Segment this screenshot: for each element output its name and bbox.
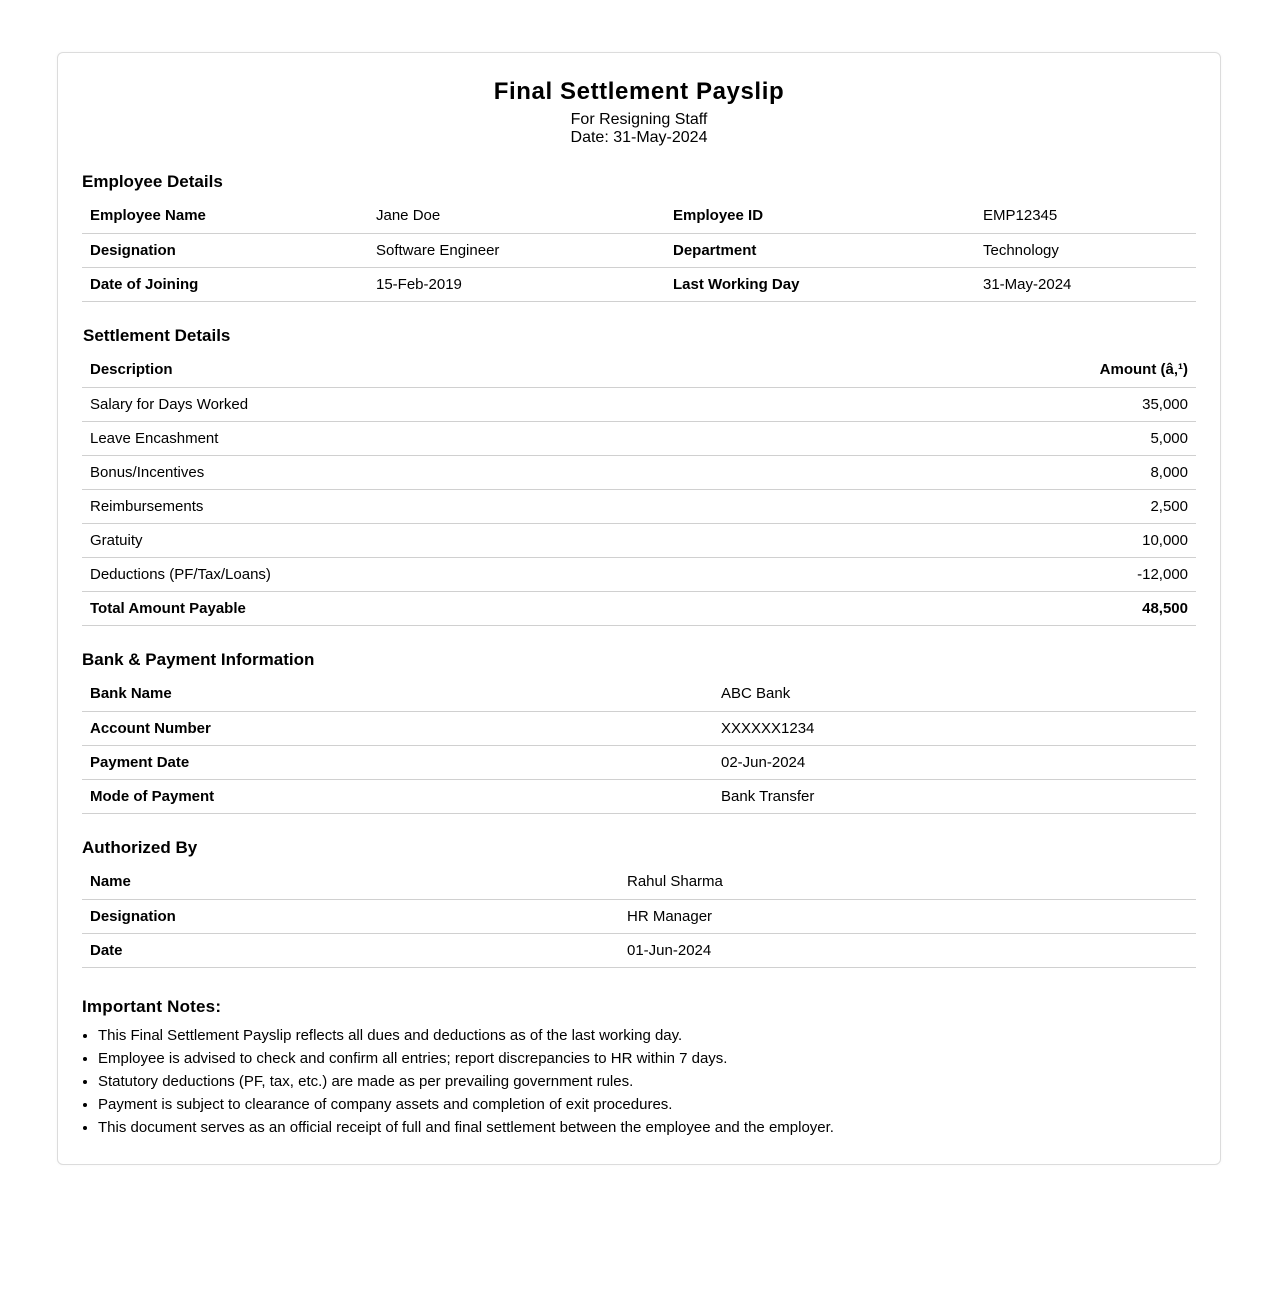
- employee-details-table: [82, 199, 1196, 302]
- payslip-card: [57, 52, 1221, 1165]
- designation-value: Software Engineer: [368, 233, 665, 267]
- list-item: • This document serves as an official receipt of full and final settlement between the employee and the employer.: [98, 1116, 1196, 1139]
- item-amount: 35,000: [810, 387, 1196, 421]
- table-row: [82, 899, 1196, 933]
- account-number-value: XXXXXX1234: [713, 711, 1196, 745]
- total-label: Total Amount Payable: [82, 591, 810, 625]
- item-amount: -12,000: [810, 557, 1196, 591]
- table-row: [82, 557, 1196, 591]
- authorized-by-table: [82, 865, 1196, 968]
- employee-name-value: Jane Doe: [368, 199, 665, 233]
- column-header-description: Description: [82, 353, 810, 387]
- account-number-label: Account Number: [82, 711, 713, 745]
- item-description: Leave Encashment: [82, 421, 810, 455]
- table-row: [82, 455, 1196, 489]
- table-row: [82, 233, 1196, 267]
- payslip-date: Date: 31-May-2024: [570, 129, 708, 146]
- bank-payment-table: [82, 677, 1196, 814]
- important-notes: [82, 997, 1196, 1139]
- item-amount: 10,000: [810, 523, 1196, 557]
- table-row: [82, 933, 1196, 967]
- table-row: [82, 865, 1196, 899]
- total-amount: 48,500: [810, 591, 1196, 625]
- section-heading-bank: Bank & Payment Information: [82, 650, 315, 669]
- joining-date-label: Date of Joining: [82, 267, 368, 301]
- table-row: [82, 711, 1196, 745]
- employee-id-label: Employee ID: [665, 199, 975, 233]
- page-title: Final Settlement Payslip: [493, 78, 785, 105]
- table-row: [82, 387, 1196, 421]
- authorized-by-section: [82, 838, 1196, 968]
- table-row: [82, 489, 1196, 523]
- authorizer-name-label: Name: [82, 865, 619, 899]
- page-subtitle: For Resigning Staff: [570, 111, 708, 128]
- table-row: [82, 523, 1196, 557]
- table-row: [82, 421, 1196, 455]
- department-label: Department: [665, 233, 975, 267]
- bank-name-value: ABC Bank: [713, 677, 1196, 711]
- notes-list: [82, 1024, 1196, 1139]
- payment-date-label: Payment Date: [82, 745, 713, 779]
- total-row: [82, 591, 1196, 625]
- item-amount: 8,000: [810, 455, 1196, 489]
- section-heading-authorized: Authorized By: [82, 838, 198, 857]
- table-row: [82, 199, 1196, 233]
- list-item: • This Final Settlement Payslip reflects all dues and deductions as of the last working day.: [98, 1024, 1196, 1047]
- joining-date-value: 15-Feb-2019: [368, 267, 665, 301]
- department-value: Technology: [975, 233, 1196, 267]
- list-item: • Employee is advised to check and confirm all entries; report discrepancies to HR within 7 days.: [98, 1047, 1196, 1070]
- last-working-day-label: Last Working Day: [665, 267, 975, 301]
- item-description: Bonus/Incentives: [82, 455, 810, 489]
- bank-name-label: Bank Name: [82, 677, 713, 711]
- designation-label: Designation: [82, 233, 368, 267]
- notes-heading: Important Notes:: [82, 997, 222, 1016]
- section-heading-employee: Employee Details: [82, 172, 223, 191]
- table-row: [82, 745, 1196, 779]
- list-item: • Statutory deductions (PF, tax, etc.) are made as per prevailing government rules.: [98, 1070, 1196, 1093]
- last-working-day-value: 31-May-2024: [975, 267, 1196, 301]
- item-description: Gratuity: [82, 523, 810, 557]
- employee-id-value: EMP12345: [975, 199, 1196, 233]
- authorization-date-label: Date: [82, 933, 619, 967]
- employee-name-label: Employee Name: [82, 199, 368, 233]
- authorizer-name-value: Rahul Sharma: [619, 865, 1196, 899]
- payslip-header: [58, 53, 1220, 147]
- settlement-table: [82, 353, 1196, 626]
- payment-mode-label: Mode of Payment: [82, 779, 713, 813]
- section-heading-settlement: Settlement Details: [83, 326, 231, 345]
- table-row: [82, 779, 1196, 813]
- authorization-date-value: 01-Jun-2024: [619, 933, 1196, 967]
- authorizer-designation-value: HR Manager: [619, 899, 1196, 933]
- item-description: Salary for Days Worked: [82, 387, 810, 421]
- employee-details-section: [82, 172, 1196, 302]
- table-row: [82, 677, 1196, 711]
- item-description: Deductions (PF/Tax/Loans): [82, 557, 810, 591]
- table-header-row: [82, 353, 1196, 387]
- item-amount: 2,500: [810, 489, 1196, 523]
- settlement-details-section: [82, 326, 1196, 626]
- payment-date-value: 02-Jun-2024: [713, 745, 1196, 779]
- table-row: [82, 267, 1196, 301]
- item-amount: 5,000: [810, 421, 1196, 455]
- bank-payment-section: [82, 650, 1196, 814]
- column-header-amount: Amount (â‚¹): [810, 353, 1196, 387]
- authorizer-designation-label: Designation: [82, 899, 619, 933]
- list-item: • Payment is subject to clearance of company assets and completion of exit procedures.: [98, 1093, 1196, 1116]
- item-description: Reimbursements: [82, 489, 810, 523]
- payment-mode-value: Bank Transfer: [713, 779, 1196, 813]
